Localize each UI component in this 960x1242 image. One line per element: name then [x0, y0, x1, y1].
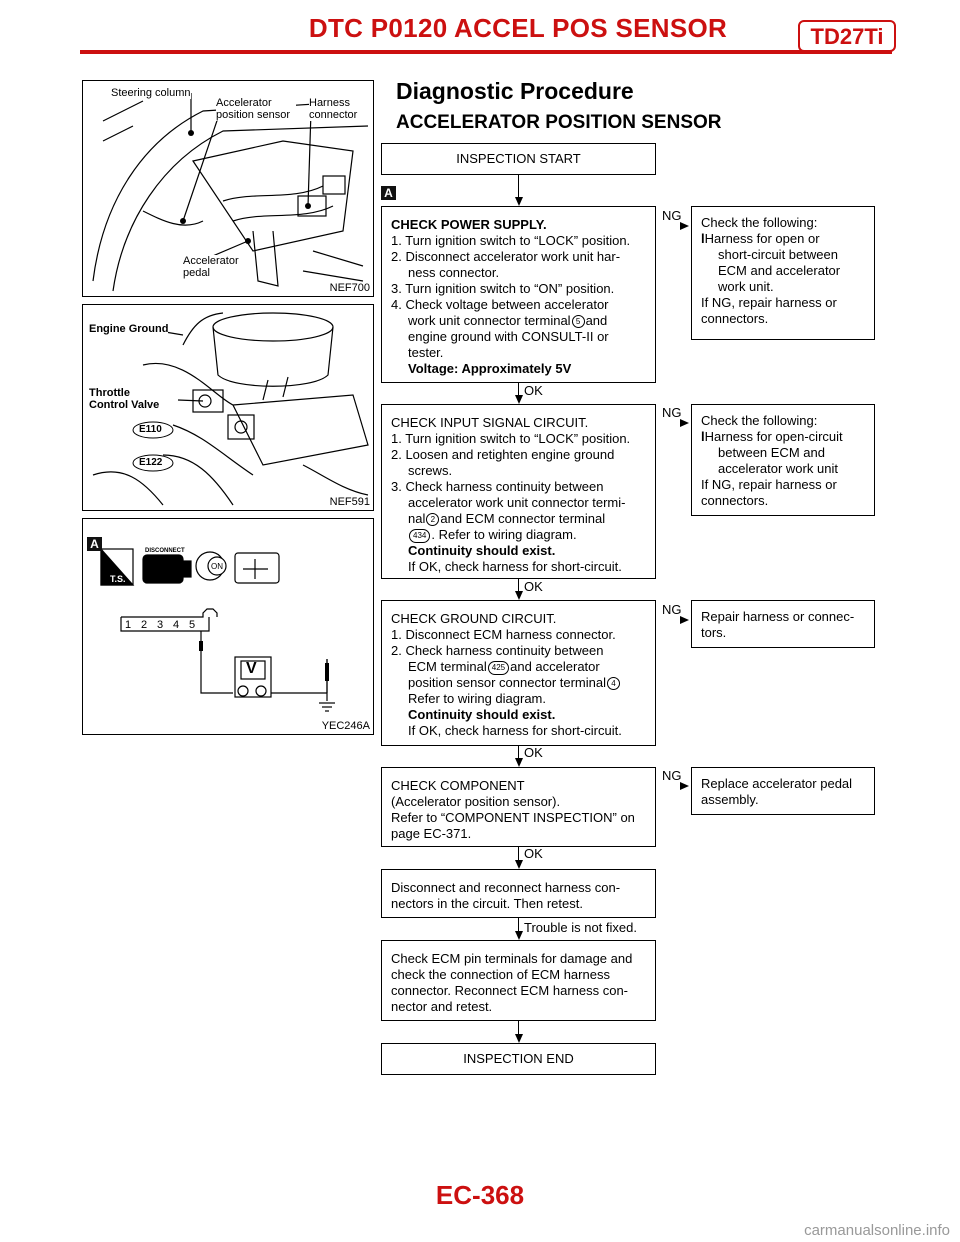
- fig1-label-sensor: Accelerator position sensor: [216, 97, 296, 121]
- connector-line: [518, 746, 519, 758]
- figure-voltage-check: [82, 518, 374, 735]
- step3-text: position sensor connector terminal: [408, 675, 606, 690]
- step5-line: Disconnect and reconnect harness con-: [391, 880, 621, 895]
- step4-line: CHECK COMPONENT: [391, 778, 525, 793]
- step2-ng-line: If NG, repair harness or: [701, 477, 837, 492]
- fig2-label-ground: Engine Ground: [89, 323, 169, 335]
- trouble-label: Trouble is not fixed.: [524, 920, 637, 935]
- step4-line: page EC-371.: [391, 826, 472, 841]
- model-badge: TD27Ti: [798, 20, 896, 52]
- fig3-pin-1: 1: [125, 619, 132, 631]
- step1-ng-box: [691, 206, 875, 340]
- step1-line: tester.: [408, 345, 444, 360]
- step1-title: CHECK POWER SUPPLY.: [391, 217, 547, 232]
- step3-terminal-line: [391, 659, 647, 675]
- step2-ng-line: accelerator work unit: [718, 461, 838, 476]
- step1-line: Voltage: Approximately 5V: [408, 361, 572, 376]
- step2-line: 2. Loosen and retighten engine ground: [391, 447, 615, 462]
- step6-line: connector. Reconnect ECM harness con-: [391, 983, 629, 998]
- step2-line: 3. Check harness continuity between: [391, 479, 604, 494]
- watermark: carmanualsonline.info: [804, 1222, 950, 1239]
- step4-ng-line: Replace accelerator pedal: [701, 776, 853, 791]
- step2-line: 1. Turn ignition switch to “LOCK” position.: [391, 431, 631, 446]
- step2-ng-line: Check the following:: [701, 413, 818, 428]
- step3-text: and accelerator: [510, 659, 600, 674]
- step1-ng-line: connectors.: [701, 311, 769, 326]
- fig3-pin-4: 4: [173, 619, 180, 631]
- ok-label: OK: [524, 745, 543, 760]
- marker-a: A: [87, 537, 102, 551]
- step2-line: CHECK INPUT SIGNAL CIRCUIT.: [391, 415, 589, 430]
- arrow-right: [680, 222, 689, 230]
- arrow-down: [515, 395, 523, 404]
- step2-ng-line: between ECM and: [718, 445, 825, 460]
- connector-line: [518, 918, 519, 931]
- step3-line: Continuity should exist.: [408, 707, 556, 722]
- arrow-right: [680, 782, 689, 790]
- ng-label: NG: [662, 405, 682, 420]
- arrow-down: [515, 860, 523, 869]
- arrow-down: [515, 197, 523, 206]
- step2-terminal-line: [391, 511, 647, 527]
- step1-ng-line: ECM and accelerator: [718, 263, 841, 278]
- step-check-ecm-pins: [381, 940, 656, 1021]
- fig3-on-label: ON: [211, 562, 223, 571]
- step-reconnect: [381, 869, 656, 918]
- step2-line: If OK, check harness for short-circuit.: [408, 559, 622, 574]
- ok-label: OK: [524, 579, 543, 594]
- inspection-end-label: INSPECTION END: [463, 1051, 574, 1066]
- figure-accelerator-location: [82, 80, 374, 297]
- step6-line: nector and retest.: [391, 999, 493, 1014]
- arrow-down: [515, 931, 523, 940]
- step2-line: accelerator work unit connector termi-: [408, 495, 626, 510]
- step6-line: Check ECM pin terminals for damage and: [391, 951, 633, 966]
- fig1-label-pedal: Accelerator pedal: [183, 255, 245, 279]
- step-check-component: [381, 767, 656, 847]
- fig3-pin-5: 5: [189, 619, 196, 631]
- terminal-badge: 4: [607, 677, 620, 690]
- connector-line: [518, 1021, 519, 1034]
- step3-terminal-line: [391, 675, 647, 691]
- step6-line: check the connection of ECM harness: [391, 967, 610, 982]
- step-check-ground-circuit: [381, 600, 656, 746]
- step2-terminal-line: [391, 527, 647, 543]
- step3-text: ECM terminal: [408, 659, 487, 674]
- step2-ng-bullet-line: [701, 429, 866, 445]
- terminal-badge: 5: [572, 315, 585, 328]
- ok-label: OK: [524, 383, 543, 398]
- step1-text: work unit connector terminal: [408, 313, 571, 328]
- step1-line: 3. Turn ignition switch to “ON” position.: [391, 281, 615, 296]
- ok-label: OK: [524, 846, 543, 861]
- step2-text: and ECM connector terminal: [440, 511, 606, 526]
- figure-caption: YEC246A: [321, 720, 370, 732]
- fig1-label-steering: Steering column: [111, 87, 191, 99]
- step3-ng-line: Repair harness or connec-: [701, 609, 855, 624]
- figure-caption: NEF700: [329, 282, 370, 294]
- step2-text: nal: [408, 511, 426, 526]
- step1-line: 1. Turn ignition switch to “LOCK” position.: [391, 233, 631, 248]
- step1-ng-text: Harness for open or: [704, 231, 820, 246]
- step1-line: engine ground with CONSULT-II or: [408, 329, 609, 344]
- step1-text: and: [585, 313, 608, 328]
- fig3-pin-2: 2: [141, 619, 148, 631]
- page-title: DTC P0120 ACCEL POS SENSOR: [308, 13, 728, 43]
- step2-text: . Refer to wiring diagram.: [431, 527, 577, 542]
- fig3-meter-label: V: [246, 660, 257, 677]
- terminal-badge: 2: [426, 513, 439, 526]
- page-number: EC-368: [435, 1180, 525, 1210]
- step-check-power-supply: [381, 206, 656, 383]
- ng-label: NG: [662, 768, 682, 783]
- section-subtitle: ACCELERATOR POSITION SENSOR: [396, 112, 722, 133]
- fig1-label-harness: Harness connector: [309, 97, 367, 121]
- arrow-right: [680, 419, 689, 427]
- ng-label: NG: [662, 208, 682, 223]
- section-title: Diagnostic Procedure: [396, 78, 634, 104]
- figure-engine-ground: [82, 304, 374, 511]
- fig2-label-e122: E122: [139, 457, 163, 468]
- step-check-input-signal: [381, 404, 656, 579]
- fig2-label-throttle: Throttle Control Valve: [89, 387, 160, 411]
- inspection-end-box: [381, 1043, 656, 1075]
- step4-line: (Accelerator position sensor).: [391, 794, 561, 809]
- arrow-down: [515, 1034, 523, 1043]
- step2-ng-box: [691, 404, 875, 516]
- figure-caption: NEF591: [329, 496, 370, 508]
- step3-line: Refer to wiring diagram.: [408, 691, 546, 706]
- fig3-ts-label: T.S.: [110, 574, 126, 584]
- connector-line: [518, 847, 519, 860]
- step3-ng-line: tors.: [701, 625, 727, 640]
- inspection-start-box: [381, 143, 656, 175]
- bullet-icon: l: [701, 429, 705, 444]
- step1-line: 2. Disconnect accelerator work unit har-: [391, 249, 621, 264]
- step1-ng-line: short-circuit between: [718, 247, 838, 262]
- step4-ng-box: [691, 767, 875, 815]
- arrow-right: [680, 616, 689, 624]
- ecm-terminal-badge: 434: [409, 529, 430, 543]
- connector-line: [518, 175, 519, 197]
- step3-line: 1. Disconnect ECM harness connector.: [391, 627, 616, 642]
- step1-ng-bullet-line: [701, 231, 866, 247]
- step2-ng-text: Harness for open-circuit: [704, 429, 843, 444]
- step5-line: nectors in the circuit. Then retest.: [391, 896, 583, 911]
- step1-ng-line: Check the following:: [701, 215, 818, 230]
- connector-line: [518, 579, 519, 591]
- fig2-label-e110: E110: [139, 424, 162, 435]
- fig3-disconnect-label: DISCONNECT: [145, 548, 185, 554]
- connector-line: [518, 383, 519, 395]
- step1-line: ness connector.: [408, 265, 500, 280]
- step3-ng-box: [691, 600, 875, 648]
- step3-line: 2. Check harness continuity between: [391, 643, 604, 658]
- ng-label: NG: [662, 602, 682, 617]
- step2-line: Continuity should exist.: [408, 543, 556, 558]
- step4-ng-line: assembly.: [701, 792, 759, 807]
- inspection-start-label: INSPECTION START: [456, 151, 581, 166]
- step1-ng-line: work unit.: [718, 279, 774, 294]
- arrow-down: [515, 758, 523, 767]
- marker-a: A: [381, 186, 396, 200]
- bullet-icon: l: [701, 231, 705, 246]
- step3-line: CHECK GROUND CIRCUIT.: [391, 611, 557, 626]
- step2-line: screws.: [408, 463, 453, 478]
- step1-terminal-line: [391, 313, 647, 329]
- ecm-terminal-badge: 425: [488, 661, 509, 675]
- step1-line: 4. Check voltage between accelerator: [391, 297, 609, 312]
- step1-ng-line: If NG, repair harness or: [701, 295, 837, 310]
- step3-line: If OK, check harness for short-circuit.: [408, 723, 622, 738]
- fig3-pin-3: 3: [157, 619, 164, 631]
- arrow-down: [515, 591, 523, 600]
- step2-ng-line: connectors.: [701, 493, 769, 508]
- step4-line: Refer to “COMPONENT INSPECTION” on: [391, 810, 635, 825]
